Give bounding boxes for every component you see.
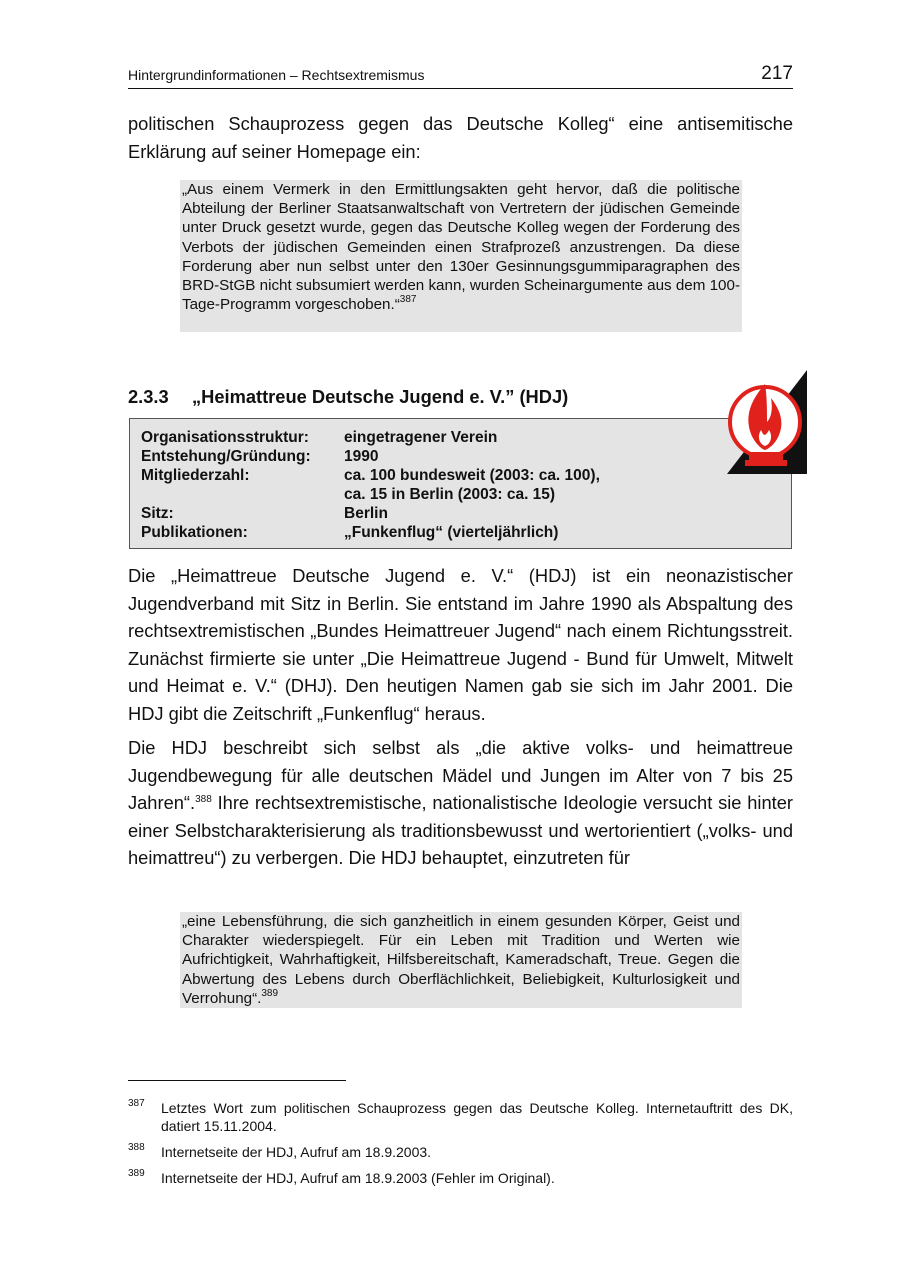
footnote-divider bbox=[128, 1080, 346, 1081]
info-value: ca. 15 in Berlin (2003: ca. 15) bbox=[344, 486, 556, 503]
info-value: eingetragener Verein bbox=[344, 429, 498, 446]
info-value: Berlin bbox=[344, 505, 388, 522]
section-title: „Heimattreue Deutsche Jugend e. V.” (HDJ) bbox=[192, 386, 569, 407]
footnote-text: Internetseite der HDJ, Aufruf am 18.9.2003. bbox=[161, 1144, 432, 1160]
page-header bbox=[128, 60, 793, 89]
paragraph-2-part-1: Die HDJ beschreibt sich selbst als „die aktive volks- und heimattreue Jugendbewegung für alle deutschen Mädel und Jungen im Alter von 7 bis 25 Jahren“. bbox=[128, 737, 793, 813]
page-number: 217 bbox=[761, 63, 793, 84]
intro-paragraph: politischen Schauprozess gegen das Deutsche Kolleg“ eine antisemitische Erklärung auf seiner Homepage ein: bbox=[128, 113, 793, 162]
footnote bbox=[128, 1169, 793, 1187]
running-title: Hintergrundinformationen – Rechtsextremismus bbox=[128, 67, 425, 83]
section-heading bbox=[128, 386, 568, 408]
info-value: 1990 bbox=[344, 448, 379, 465]
footnote bbox=[128, 1143, 793, 1161]
blockquote-1 bbox=[180, 180, 742, 332]
footnote bbox=[128, 1099, 793, 1135]
footnote-ref-389[interactable]: 389 bbox=[261, 987, 279, 999]
blockquote-2 bbox=[180, 912, 742, 1008]
info-label: Entstehung/Gründung: bbox=[141, 448, 311, 465]
footnote-number: 388 bbox=[128, 1142, 145, 1153]
footnote-ref-387[interactable]: 387 bbox=[399, 294, 417, 306]
paragraph-2 bbox=[128, 734, 793, 872]
organisation-infobox bbox=[129, 418, 792, 549]
blockquote-1-text: „Aus einem Vermerk in den Ermittlungsakten geht hervor, daß die politische Abteilung der Berliner Staatsanwaltschaft von Vertretern der jüdischen Gemeinde unter Druck gesetzt wurde, gegen das Deutsche Kolleg wegen der Forderung des Verbots der jüdischen Gemeinden einen Strafprozeß anzustrengen. Da diese Forderung aber nun selbst unter den 130er Gesinnungsgummiparagraphen des BRD-StGB nicht subsumiert werden kann, wurden Scheinargumente aus dem 100-Tage-Programm vorgeschoben.“ bbox=[182, 181, 740, 314]
hdj-flame-logo-icon bbox=[727, 370, 807, 474]
paragraph-1: Die „Heimattreue Deutsche Jugend e. V.“ (HDJ) ist ein neonazistischer Jugendverband mit Sitz in Berlin. Sie entstand im Jahre 1990 als Abspaltung des rechtsextremistischen „Bundes Heimattreuer Jugend“ nach einem Richtungsstreit. Zunächst firmierte sie unter „Die Heimattreue Jugend - Bund für Umwelt, Mitwelt und Heimat e. V.“ (DHJ). Den heutigen Namen gab sie sich im Jahr 2001. Die HDJ gibt die Zeitschrift „Funkenflug“ heraus. bbox=[128, 565, 793, 724]
info-label: Publikationen: bbox=[141, 524, 248, 541]
paragraph-2-part-2: Ihre rechtsextremistische, nationalistische Ideologie versucht sie hinter einer Selbstcharakterisierung als traditionsbewusst und wertorientiert („volks- und heimattreu“) zu verbergen. Die HDJ behauptet, einzutreten für bbox=[128, 792, 793, 868]
section-number: 2.3.3 bbox=[128, 386, 169, 407]
info-value: „Funkenflug“ (vierteljährlich) bbox=[344, 524, 559, 541]
info-label: Organisationsstruktur: bbox=[141, 429, 309, 446]
footnote-ref-388[interactable]: 388 bbox=[195, 794, 212, 805]
footnote-number: 389 bbox=[128, 1168, 145, 1179]
info-label: Sitz: bbox=[141, 505, 174, 522]
footnote-number: 387 bbox=[128, 1098, 145, 1109]
blockquote-2-text: „eine Lebensführung, die sich ganzheitlich in einem gesunden Körper, Geist und Charakter wiederspiegelt. Für ein Leben mit Tradition und Werten wie Aufrichtigkeit, Wahrhaftigkeit, Hilfsbereitschaft, Kameradschaft, Treue. Gegen die Abwertung des Lebens durch Oberflächlichkeit, Beliebigkeit, Kulturlosigkeit und Verrohung“. bbox=[182, 913, 740, 1007]
footnote-text: Internetseite der HDJ, Aufruf am 18.9.2003 (Fehler im Original). bbox=[161, 1170, 555, 1186]
info-value: ca. 100 bundesweit (2003: ca. 100), bbox=[344, 467, 600, 484]
footnote-text: Letztes Wort zum politischen Schauprozess gegen das Deutsche Kolleg. Internetauftritt des DK, datiert 15.11.2004. bbox=[161, 1100, 793, 1134]
info-label: Mitgliederzahl: bbox=[141, 467, 250, 484]
